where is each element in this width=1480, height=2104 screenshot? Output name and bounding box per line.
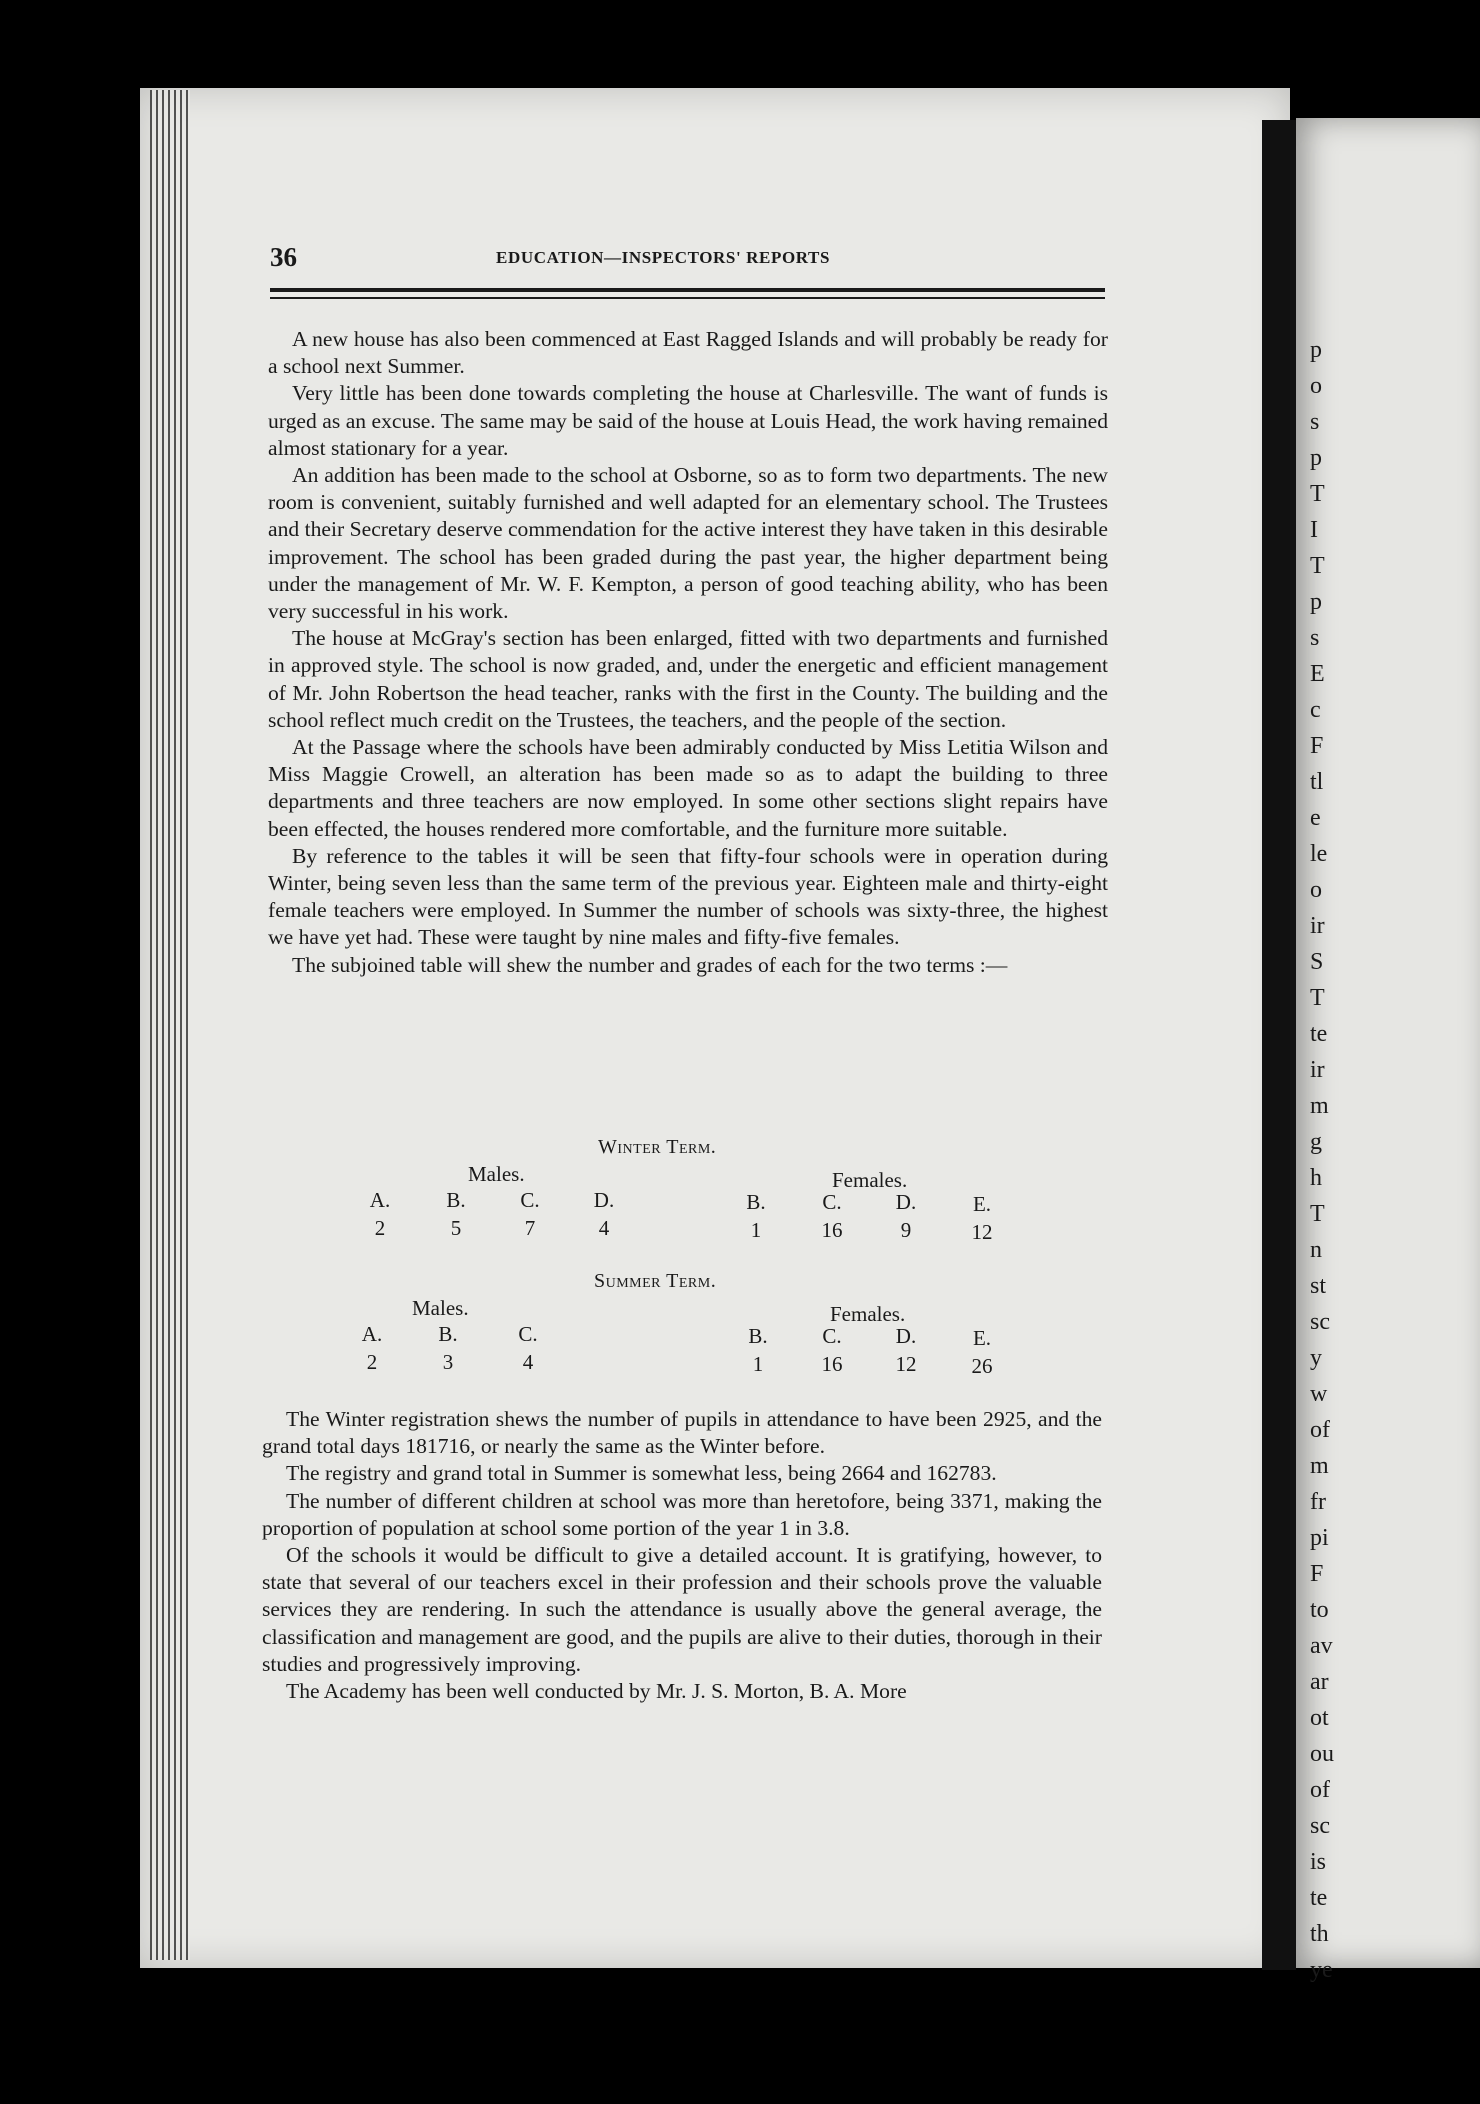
margin-fragment: g (1310, 1129, 1322, 1155)
paragraph: Of the schools it would be difficult to give a detailed account. It is gratifying, however, to state that several of our teachers excel in their profession and their schools prove the valuable services they are rendering. In such the attendance is usually above the general average, the classification and management are good, and the pupils are alive to their duties, thorough in their studies and progressively improving. (262, 1543, 1102, 1676)
summer-male-grade: C. (518, 1322, 538, 1346)
paragraph: Very little has been done towards completing the house at Charlesville. The want of funds is urged as an excuse. The same may be said of the house at Louis Head, the work having remained almost stationary for a year. (268, 381, 1108, 460)
margin-fragment: ir (1310, 913, 1325, 939)
paragraph: At the Passage where the schools have been admirably conducted by Miss Letitia Wilson and Miss Maggie Crowell, an alteration has been made so as to adapt the building to three departments and three teachers are now employed. In some other sections slight repairs have been effected, the houses rendered more comfortable, and the furniture more suitable. (268, 735, 1108, 841)
margin-fragment: ye (1310, 1957, 1333, 1983)
paragraph: An addition has been made to the school at Osborne, so as to form two departments. The new room is convenient, suitably furnished and well adapted for an elementary school. The Trustees and their Secretary deserve commendation for the active interest they have taken in this desirable improvement. The school has been graded during the past year, the higher department being under the management of Mr. W. F. Kempton, a person of good teaching ability, who has been very successful in his work. (268, 463, 1108, 624)
body-text-bottom (262, 1406, 1102, 1705)
margin-fragment: m (1310, 1453, 1329, 1479)
page-number: 36 (270, 242, 297, 272)
margin-fragment: S (1310, 949, 1324, 975)
summer-male-count: 3 (442, 1350, 454, 1374)
running-title: EDUCATION—INSPECTORS' REPORTS (496, 248, 831, 267)
paragraph: The subjoined table will shew the number and grades of each for the two terms :— (292, 952, 1008, 977)
winter-male-count: 2 (374, 1216, 386, 1240)
margin-fragment: p (1310, 589, 1322, 615)
margin-fragment: F (1310, 1561, 1324, 1587)
margin-fragment: ou (1310, 1741, 1334, 1767)
winter-female-grade: B. (746, 1190, 766, 1214)
margin-fragment: ir (1310, 1057, 1325, 1083)
summer-male-count: 2 (366, 1350, 378, 1374)
winter-male-grade: B. (446, 1188, 466, 1212)
margin-fragment: te (1310, 1885, 1328, 1911)
margin-fragment: I (1310, 517, 1318, 543)
summer-term-title: Summer Term. (594, 1270, 717, 1292)
winter-female-grade: D. (895, 1190, 917, 1214)
winter-male-grade: A. (369, 1188, 391, 1212)
margin-fragment: ar (1310, 1669, 1329, 1695)
winter-female-count: 1 (750, 1218, 762, 1242)
right-page-fragment (1296, 118, 1480, 1983)
winter-female-grade: C. (822, 1190, 842, 1214)
summer-female-count: 12 (895, 1352, 917, 1376)
header-rule-thick (270, 288, 1105, 292)
margin-fragment: tl (1310, 769, 1324, 795)
book-gutter (1262, 120, 1296, 1970)
winter-female-count: 9 (900, 1218, 912, 1242)
margin-fragment: of (1310, 1417, 1330, 1443)
margin-fragment: of (1310, 1777, 1330, 1803)
summer-female-count: 16 (821, 1352, 843, 1376)
summer-male-count: 4 (522, 1350, 534, 1374)
summer-female-grade: B. (748, 1324, 768, 1348)
paragraph: The Winter registration shews the number of pupils in attendance to have been 2925, and the grand total days 181716, or nearly the same as the Winter before. (262, 1407, 1102, 1459)
margin-fragment: T (1310, 985, 1325, 1011)
summer-male-grade: A. (361, 1322, 383, 1346)
winter-male-count: 7 (524, 1216, 536, 1240)
summer-males-label: Males. (412, 1296, 469, 1320)
margin-fragment: fr (1310, 1489, 1326, 1515)
winter-male-count: 4 (598, 1216, 610, 1240)
margin-fragment: to (1310, 1597, 1329, 1623)
margin-fragment: m (1310, 1093, 1329, 1119)
paragraph: By reference to the tables it will be seen that fifty-four schools were in operation during Winter, being seven less than the same term of the previous year. Eighteen male and thirty-eight female teachers were employed. In Summer the number of schools was sixty-three, the highest we have yet had. These were taught by nine males and fifty-five females. (268, 843, 1108, 950)
summer-female-grade: D. (895, 1324, 917, 1348)
margin-fragment: T (1310, 1201, 1325, 1227)
margin-fragment: s (1310, 409, 1320, 435)
margin-fragment: F (1310, 733, 1324, 759)
term-tables (268, 1126, 1108, 1386)
margin-fragment: T (1310, 481, 1325, 507)
paragraph: The house at McGray's section has been enlarged, fitted with two departments and furnished in approved style. The school is now graded, and, under the energetic and efficient management of Mr. John Robertson the head teacher, ranks with the first in the County. The building and the school reflect much credit on the Trustees, the teachers, and the people of the section. (268, 626, 1108, 732)
margin-fragment: p (1310, 337, 1322, 363)
winter-females-label: Females. (832, 1168, 908, 1192)
margin-fragment: y (1310, 1345, 1322, 1371)
margin-fragment: n (1310, 1237, 1322, 1263)
winter-male-count: 5 (450, 1216, 462, 1240)
winter-term-title: Winter Term. (598, 1136, 717, 1158)
margin-fragment: o (1310, 373, 1322, 399)
margin-fragment: st (1310, 1273, 1327, 1299)
header-rule-thin (270, 297, 1105, 299)
margin-fragment: av (1310, 1633, 1333, 1659)
paragraph: The registry and grand total in Summer is somewhat less, being 2664 and 162783. (286, 1461, 997, 1486)
summer-female-grade: E. (972, 1326, 992, 1350)
summer-female-count: 1 (752, 1352, 764, 1376)
winter-female-count: 12 (971, 1220, 993, 1244)
margin-fragment: h (1310, 1165, 1322, 1191)
margin-fragment: s (1310, 625, 1320, 651)
paragraph: The number of different children at school was more than heretofore, being 3371, making the proportion of population at school some portion of the year 1 in 3.8. (262, 1488, 1102, 1540)
margin-fragment: T (1310, 553, 1325, 579)
margin-fragment: E (1310, 661, 1325, 687)
winter-males-label: Males. (468, 1162, 525, 1186)
summer-male-grade: B. (438, 1322, 458, 1346)
body-text-top (268, 326, 1108, 979)
margin-fragment: sc (1310, 1309, 1330, 1335)
margin-fragment: sc (1310, 1813, 1330, 1839)
margin-fragment: th (1310, 1921, 1329, 1947)
summer-females-label: Females. (830, 1302, 906, 1326)
margin-fragment: o (1310, 877, 1322, 903)
margin-fragment: le (1310, 841, 1328, 867)
winter-male-grade: C. (520, 1188, 540, 1212)
margin-fragment: pi (1310, 1525, 1329, 1551)
margin-fragment: c (1310, 697, 1321, 723)
summer-female-count: 26 (971, 1354, 993, 1378)
margin-fragment: ot (1310, 1705, 1329, 1731)
margin-fragment: e (1310, 805, 1321, 831)
summer-female-grade: C. (822, 1324, 842, 1348)
winter-female-grade: E. (972, 1192, 992, 1216)
margin-fragment: is (1310, 1849, 1327, 1875)
margin-fragment: te (1310, 1021, 1328, 1047)
winter-male-grade: D. (593, 1188, 615, 1212)
winter-female-count: 16 (821, 1218, 843, 1242)
margin-fragment: w (1310, 1381, 1328, 1407)
margin-fragment: p (1310, 445, 1322, 471)
paragraph: The Academy has been well conducted by Mr. J. S. Morton, B. A. More (286, 1679, 907, 1704)
paragraph: A new house has also been commenced at East Ragged Islands and will probably be ready for a school next Summer. (268, 327, 1108, 379)
page-edge-lines (150, 90, 190, 1960)
